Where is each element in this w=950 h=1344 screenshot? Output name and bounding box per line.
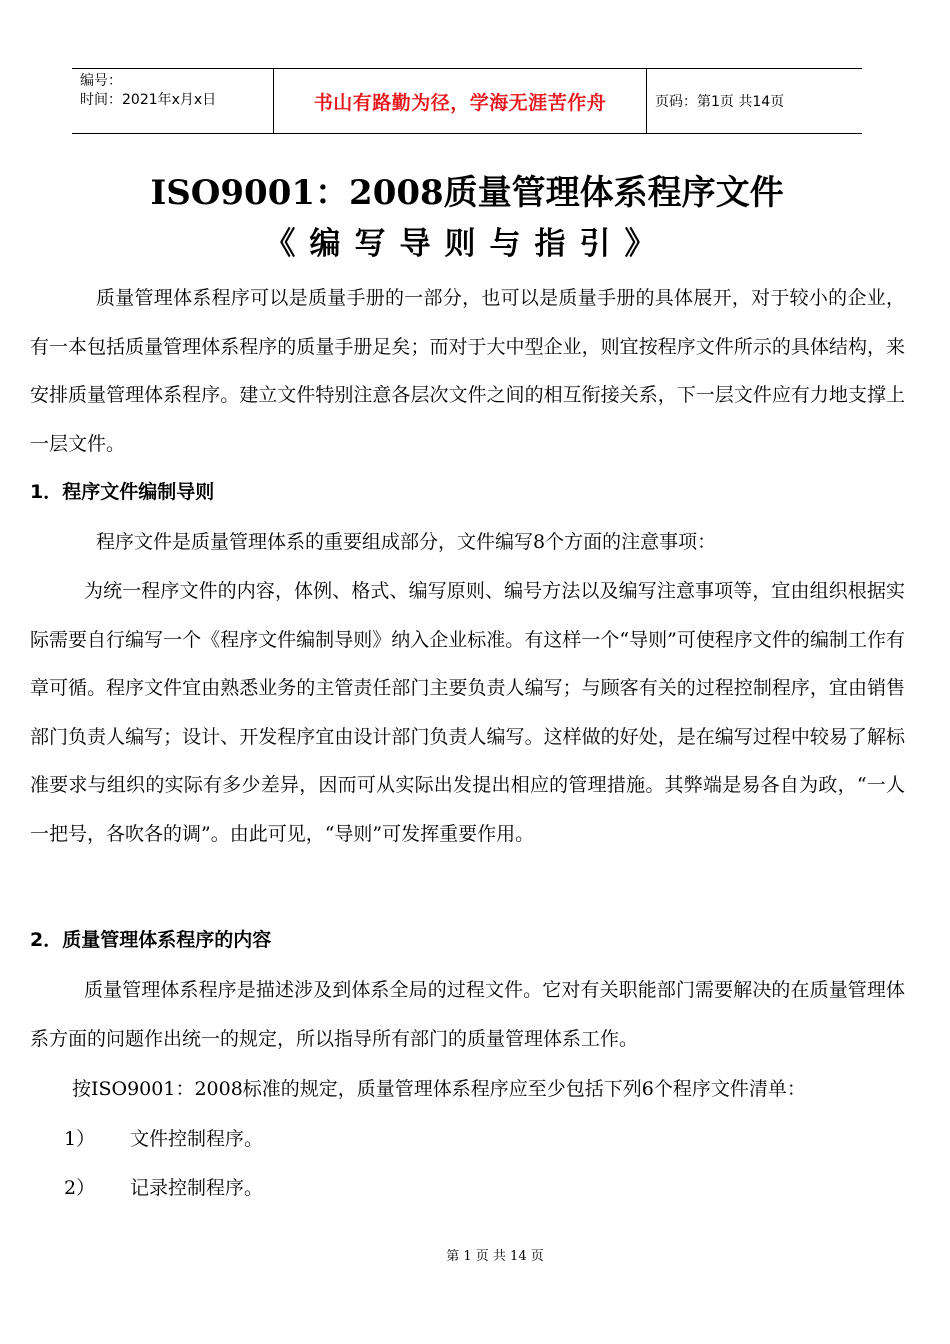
- list-item: [64, 1164, 263, 1212]
- header-page-cell: [647, 69, 862, 133]
- list-item-number: 2）: [64, 1177, 96, 1199]
- section2-paragraph-2: 按ISO9001：2008标准的规定，质量管理体系程序应至少包括下列6个程序文件清单：: [72, 1078, 806, 1100]
- document-subtitle: 《编写导则与指引》: [264, 226, 670, 262]
- list-item-number: 1）: [64, 1128, 96, 1150]
- list-item-text: 文件控制程序。: [130, 1128, 264, 1150]
- section1-paragraph-2: 为统一程序文件的内容，体例、格式、编写原则、编号方法以及编写注意事项等，宜由组织根据实际需要自行编写一个《程序文件编制导则》纳入企业标准。有这样一个“导则”可使程序文件的编制工作有章可循。程序文件宜由熟悉业务的主管责任部门主要负责人编写；与顾客有关的过程控制程序，宜由销售部门负责人编写；设计、开发程序宜由设计部门负责人编写。这样做的好处，是在编写过程中较易了解标准要求与组织的实际有多少差异，因而可从实际出发提出相应的管理措施。其弊端是易各自为政，“一人一把号，各吹各的调”。由此可见，“导则”可发挥重要作用。: [30, 580, 905, 845]
- header-motto-cell: [273, 69, 647, 133]
- document-title: ISO9001：2008质量管理体系程序文件: [150, 173, 784, 213]
- list-item-text: 记录控制程序。: [130, 1177, 264, 1199]
- intro-paragraph: 质量管理体系程序可以是质量手册的一部分，也可以是质量手册的具体展开，对于较小的企业，有一本包括质量管理体系程序的质量手册足矣；而对于大中型企业，则宜按程序文件所示的具体结构，来安排质量管理体系程序。建立文件特别注意各层次文件之间的相互衔接关系，下一层文件应有力地支撑上一层文件。: [30, 287, 905, 455]
- document-header: [72, 68, 862, 134]
- date-label: 时间：2021年x月x日: [80, 92, 217, 108]
- motto-text: 书山有路勤为径，学海无涯苦作舟: [313, 91, 607, 114]
- page-footer: 第 1 页 共 14 页: [446, 1249, 544, 1264]
- header-meta: [72, 69, 273, 133]
- number-label: 编号：: [80, 73, 122, 89]
- section-heading-2: 2．质量管理体系程序的内容: [30, 929, 272, 951]
- section2-paragraph-1: 质量管理体系程序是描述涉及到体系全局的过程文件。它对有关职能部门需要解决的在质量管理体系方面的问题作出统一的规定，所以指导所有部门的质量管理体系工作。: [30, 979, 905, 1050]
- section1-paragraph-1: 程序文件是质量管理体系的重要组成部分，文件编写8个方面的注意事项：: [96, 531, 717, 553]
- page-label: 页码：第1页 共14页: [655, 94, 785, 110]
- section-heading-1: 1．程序文件编制导则: [30, 481, 215, 503]
- list-item: [64, 1115, 263, 1163]
